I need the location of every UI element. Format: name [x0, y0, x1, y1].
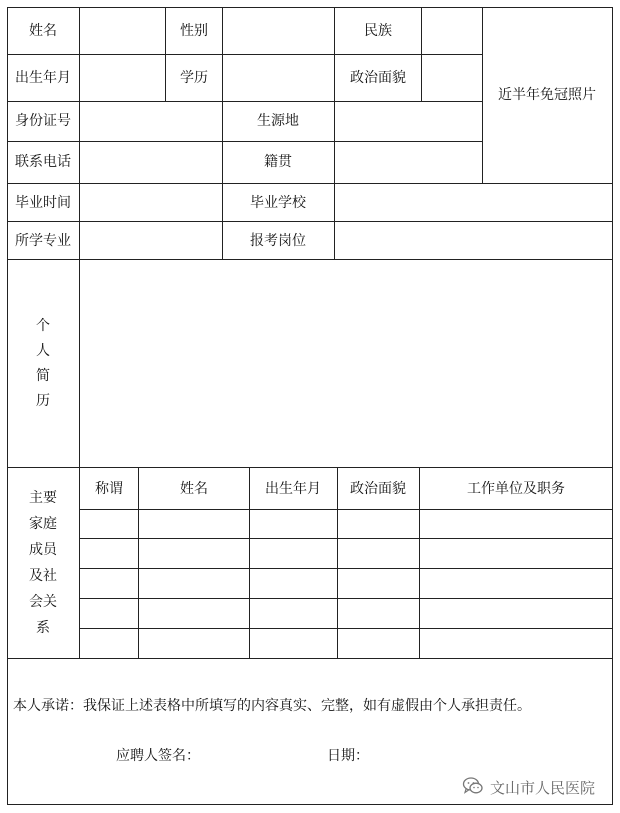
- political-field[interactable]: [422, 55, 482, 101]
- phone-field[interactable]: [80, 142, 222, 183]
- family-header-political: 政治面貌: [350, 481, 406, 497]
- family-row-1[interactable]: [80, 510, 612, 538]
- family-label: 主要家庭成员及社会关系: [29, 490, 57, 636]
- watermark-text: 文山市人民医院: [490, 778, 596, 797]
- ethnicity-label: 民族: [364, 23, 392, 39]
- photo-label: 近半年免冠照片: [498, 87, 596, 103]
- resume-label: 个人简历: [36, 318, 50, 409]
- grad-time-field[interactable]: [80, 184, 222, 221]
- position-field[interactable]: [335, 222, 612, 259]
- gender-field[interactable]: [223, 8, 334, 54]
- family-header-work: 工作单位及职务: [467, 481, 565, 497]
- grad-school-label: 毕业学校: [250, 195, 306, 211]
- family-row-5[interactable]: [80, 629, 612, 658]
- name-field[interactable]: [80, 8, 165, 54]
- resume-field[interactable]: [80, 260, 612, 467]
- birth-field[interactable]: [80, 55, 165, 101]
- political-label: 政治面貌: [350, 70, 406, 86]
- family-row-4[interactable]: [80, 599, 612, 628]
- family-header-relation: 称谓: [95, 481, 123, 497]
- major-label: 所学专业: [15, 233, 71, 249]
- origin-place-field[interactable]: [335, 102, 482, 141]
- position-label: 报考岗位: [250, 233, 306, 249]
- family-row-2[interactable]: [80, 539, 612, 568]
- origin-place-label: 生源地: [257, 113, 299, 129]
- grad-time-label: 毕业时间: [15, 195, 71, 211]
- phone-label: 联系电话: [15, 154, 71, 170]
- date-field[interactable]: [370, 744, 470, 768]
- gender-label: 性别: [180, 23, 208, 39]
- ethnicity-field[interactable]: [422, 8, 482, 54]
- family-header-birth: 出生年月: [265, 481, 321, 497]
- education-field[interactable]: [223, 55, 334, 101]
- signature-field[interactable]: [210, 744, 310, 768]
- id-number-label: 身份证号: [15, 113, 71, 129]
- family-header-name: 姓名: [180, 481, 208, 497]
- wechat-icon: [462, 777, 484, 797]
- pledge-text: 本人承诺：我保证上述表格中所填写的内容真实、完整，如有虚假由个人承担责任。: [13, 698, 531, 714]
- watermark: [462, 776, 595, 798]
- grad-school-field[interactable]: [335, 184, 612, 221]
- photo-area[interactable]: [483, 8, 612, 183]
- birth-label: 出生年月: [15, 70, 71, 86]
- native-place-field[interactable]: [335, 142, 482, 183]
- signature-label: 应聘人签名：: [116, 748, 200, 764]
- name-label: 姓名: [29, 23, 57, 39]
- family-row-3[interactable]: [80, 569, 612, 598]
- major-field[interactable]: [80, 222, 222, 259]
- date-label: 日期：: [327, 748, 369, 764]
- native-place-label: 籍贯: [264, 154, 292, 170]
- id-number-field[interactable]: [80, 102, 222, 141]
- education-label: 学历: [180, 70, 208, 86]
